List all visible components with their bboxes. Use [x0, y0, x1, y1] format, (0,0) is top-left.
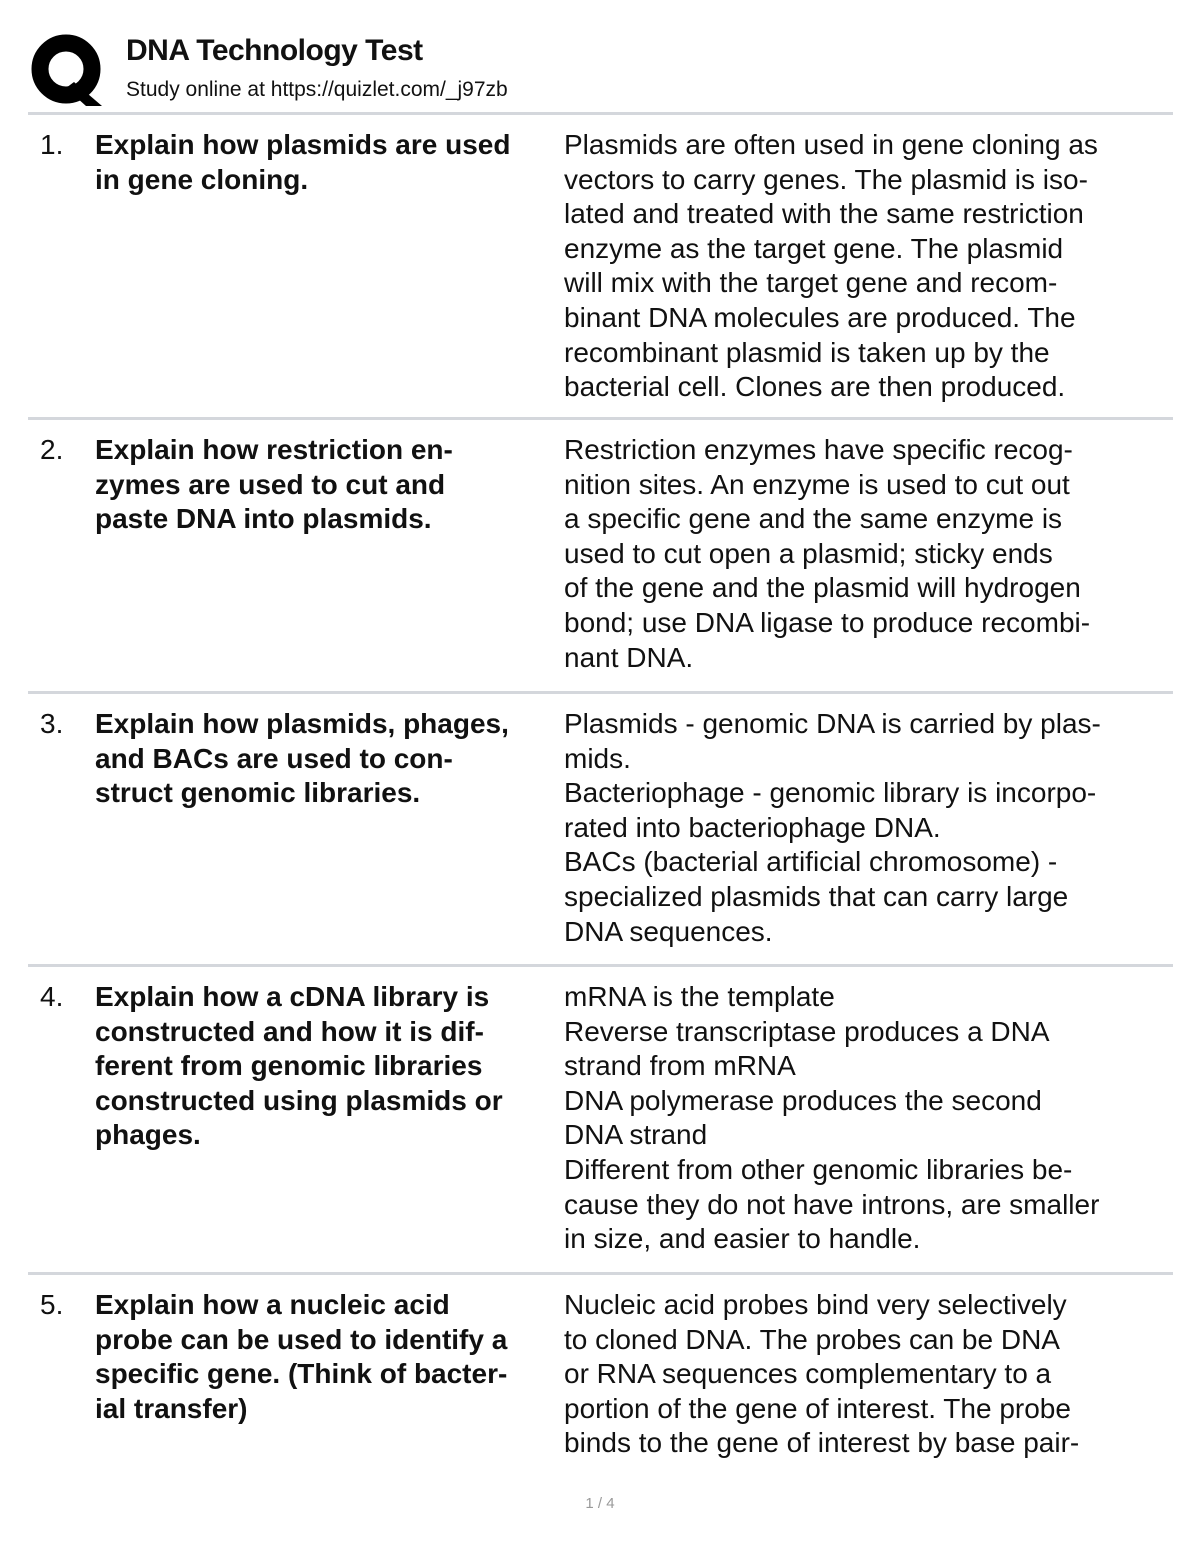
- page-indicator: 1 / 4: [585, 1495, 615, 1512]
- card-number: 2.: [40, 434, 64, 465]
- quizlet-q-logo: [30, 32, 106, 108]
- flashcard-row: [28, 112, 1173, 417]
- flashcard-row: [28, 691, 1173, 964]
- card-definition: Restriction enzymes have specific recog- nition sites. An enzyme is used to cut out a specific gene and the same enzyme is used to cut open a plasmid; sticky ends of the gene and the plasmid will hydrogen bond; use DNA ligase to produce recombi- nant DNA.: [564, 434, 1091, 673]
- flashcard-row: [28, 964, 1173, 1272]
- card-definition: Plasmids are often used in gene cloning as vectors to carry genes. The plasmid is iso- lated and treated with the same restriction enzyme as the target gene. The plasmid will mix with the target gene and recom- binant DNA molecules are produced. The recombinant plasmid is taken up by the bacterial cell. Clones are then produced.: [564, 129, 1098, 403]
- card-number: 5.: [40, 1289, 64, 1320]
- card-definition: Plasmids - genomic DNA is carried by plas- mids. Bacteriophage - genomic library is incorpo- rated into bacteriophage DNA. BACs (bacterial artificial chromosome) - specialized plasmids that can carry large DNA sequences.: [564, 708, 1101, 947]
- page-header: [28, 30, 1173, 110]
- card-term: Explain how plasmids are used in gene cloning.: [95, 129, 511, 195]
- card-term: Explain how restriction en- zymes are used to cut and paste DNA into plasmids.: [95, 434, 453, 535]
- card-term: Explain how a nucleic acid probe can be used to identify a specific gene. (Think of bacter- ial transfer): [95, 1289, 508, 1424]
- card-number: 1.: [40, 129, 64, 160]
- flashcard-row: [28, 1272, 1173, 1482]
- flashcard-row: [28, 417, 1173, 691]
- study-link-text: Study online at https://quizlet.com/_j97zb: [126, 78, 508, 101]
- card-term: Explain how plasmids, phages, and BACs are used to con- struct genomic libraries.: [95, 708, 509, 809]
- card-definition: mRNA is the template Reverse transcriptase produces a DNA strand from mRNA DNA polymerase produces the second DNA strand Different from other genomic libraries be- cause they do not have introns, are smaller in size, and easier to handle.: [564, 981, 1100, 1255]
- page-title: DNA Technology Test: [126, 34, 423, 67]
- card-definition: Nucleic acid probes bind very selectively to cloned DNA. The probes can be DNA or RNA sequences complementary to a portion of the gene of interest. The probe binds to the gene of interest by base pair-: [564, 1289, 1080, 1459]
- card-number: 3.: [40, 708, 64, 739]
- card-number: 4.: [40, 981, 64, 1012]
- card-term: Explain how a cDNA library is constructed and how it is dif- ferent from genomic libraries constructed using plasmids or phages.: [95, 981, 503, 1151]
